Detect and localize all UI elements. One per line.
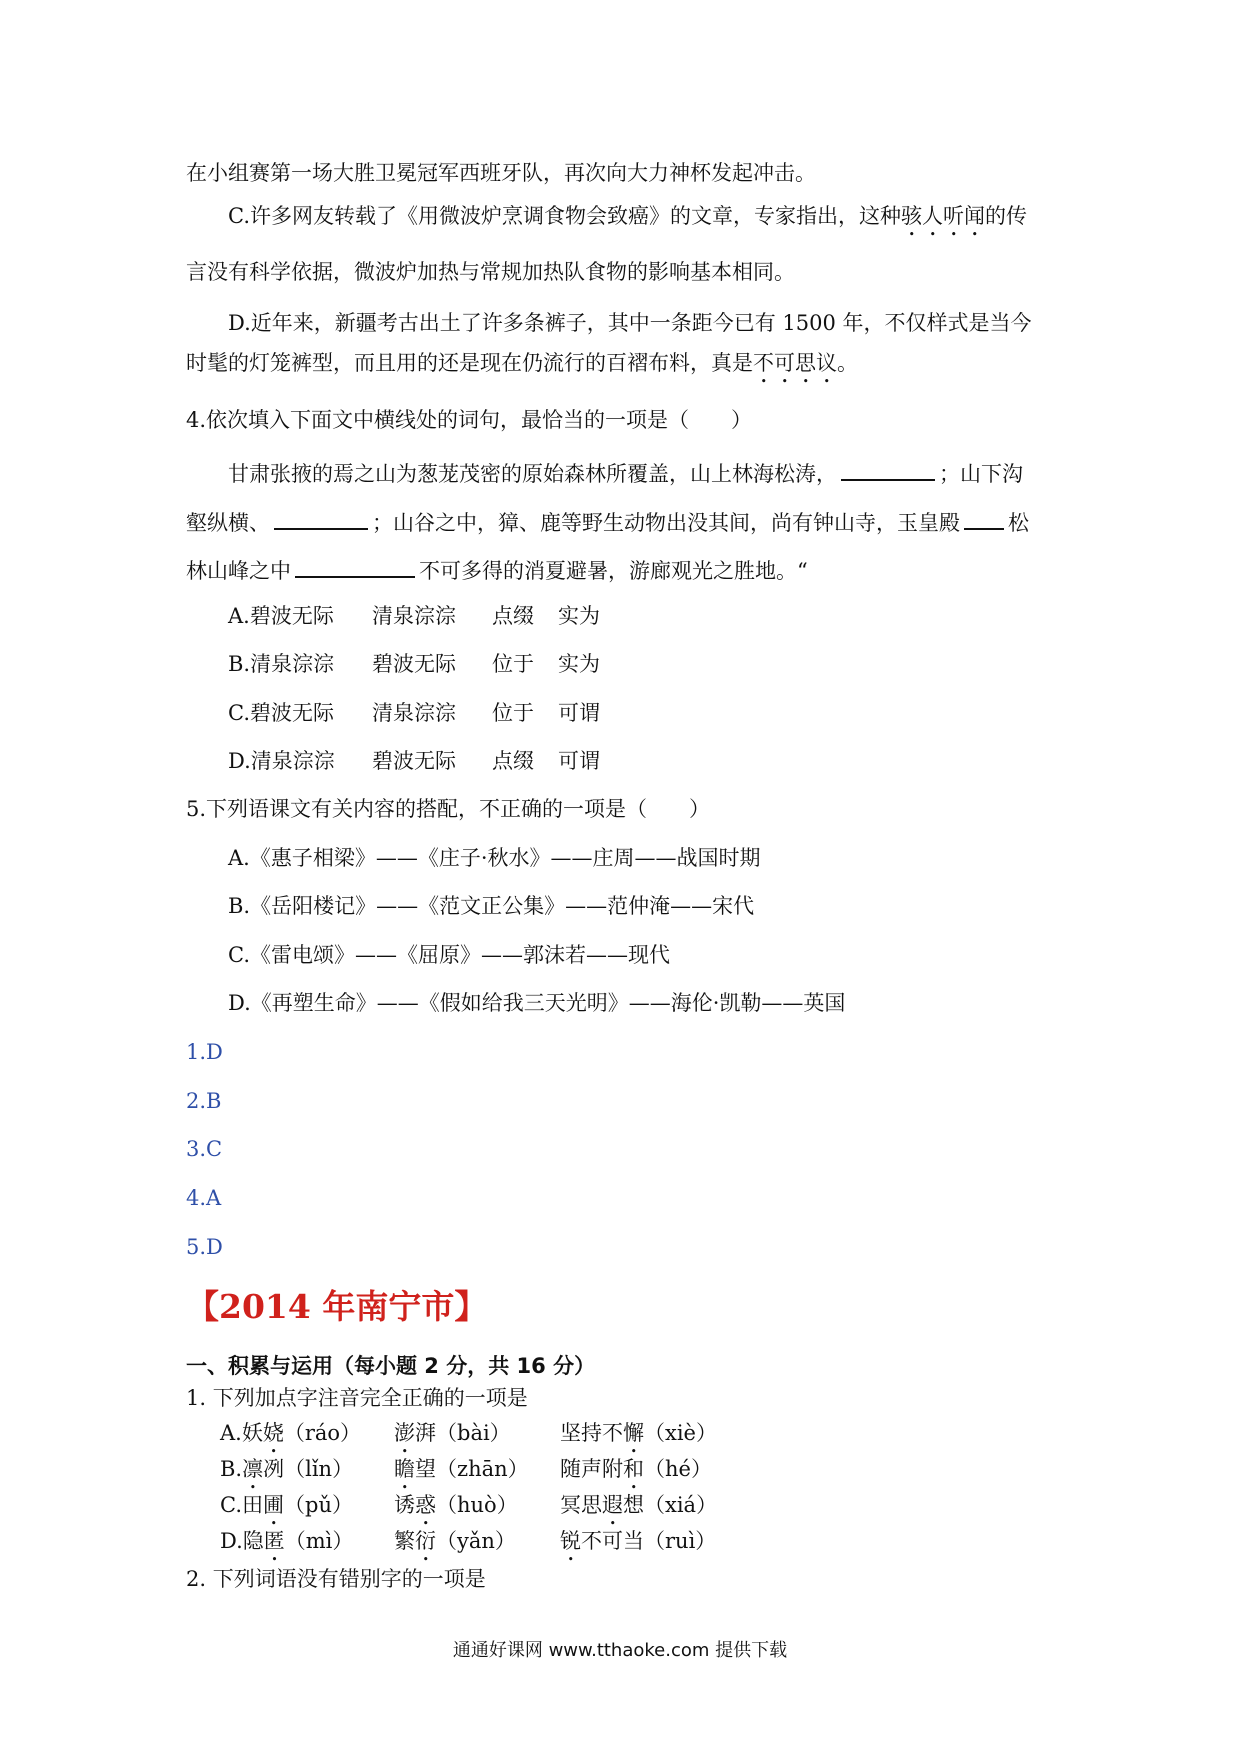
text-span: 冽（lǐn） <box>263 1457 354 1481</box>
dotted-char: 锐 <box>560 1529 581 1553</box>
dotted-char: 瞻 <box>394 1457 415 1481</box>
new-question-1-option-a <box>220 1418 780 1448</box>
text-span: 随声附 <box>560 1457 623 1481</box>
section-heading: 【2014 年南宁市】 <box>186 1287 488 1326</box>
text-span: C.许多网友转载了《用微波炉烹调食物会致癌》的文章，专家指出，这种 <box>228 204 901 228</box>
text-span: 冥思 <box>560 1493 602 1517</box>
option-c-line <box>228 201 1027 241</box>
question-4-passage <box>186 552 808 586</box>
text-span: 坚持不 <box>560 1421 623 1445</box>
question-5-option-d: D.《再塑生命》——《假如给我三天光明》——海伦·凯勒——英国 <box>228 991 846 1015</box>
text-span: 湃 <box>415 1421 436 1445</box>
option-d-line: D.近年来，新疆考古出土了许多条裤子，其中一条距今已有 1500 年，不仅样式是当今 <box>228 311 1032 335</box>
dotted-char: 衍 <box>415 1529 436 1553</box>
option-col: A.碧波无际 <box>228 604 334 628</box>
text-line: 言没有科学依据，微波炉加热与常规加热队食物的影响基本相同。 <box>186 260 795 284</box>
question-5-option-a: A.《惠子相梁》——《庄子·秋水》——庄周——战国时期 <box>228 846 761 870</box>
option-col: 可谓 <box>558 749 600 773</box>
option-col: 碧波无际 <box>372 749 456 773</box>
text-span: （yǎn） <box>436 1529 516 1553</box>
text-span: 望（zhān） <box>415 1457 529 1481</box>
text-span: 时髦的灯笼裤型，而且用的还是现在仍流行的百褶布料，真是 <box>186 351 753 375</box>
option-col: 清泉淙淙 <box>372 604 456 628</box>
option-col: 实为 <box>558 652 600 676</box>
option-col: 点缀 <box>492 749 534 773</box>
fill-blank <box>295 552 415 578</box>
new-question-1-option-d <box>220 1526 780 1556</box>
option-col: 清泉淙淙 <box>372 701 456 725</box>
dotted-word: 不可思议 <box>753 351 837 375</box>
section-title: 一、积累与运用（每小题 2 分，共 16 分） <box>186 1354 596 1378</box>
question-4-passage <box>228 455 1023 489</box>
text-span: B. <box>220 1457 243 1481</box>
option-col: B.清泉淙淙 <box>228 652 335 676</box>
text-span: （xiè） <box>644 1421 717 1445</box>
dotted-char: 匿 <box>263 1529 285 1553</box>
text-span: 不可多得的消夏避暑，游廊观光之胜地。“ <box>419 559 808 583</box>
text-span: （hé） <box>644 1457 712 1481</box>
new-question-2-stem: 2. 下列词语没有错别字的一项是 <box>186 1567 486 1591</box>
question-5-stem: 5.下列语课文有关内容的搭配，不正确的一项是（ ） <box>186 797 711 821</box>
text-span: 繁 <box>394 1529 415 1553</box>
answer-2: 2.B <box>186 1089 222 1113</box>
text-span: 的传 <box>985 204 1027 228</box>
new-question-1-stem: 1. 下列加点字注音完全正确的一项是 <box>186 1386 528 1410</box>
dotted-char: 娆 <box>262 1421 284 1445</box>
answer-1: 1.D <box>186 1040 223 1064</box>
text-span: 。 <box>837 351 858 375</box>
dotted-char: 凛 <box>242 1457 264 1481</box>
text-span: 林山峰之中 <box>186 559 291 583</box>
text-span: 松 <box>1008 511 1029 535</box>
question-5-option-b: B.《岳阳楼记》——《范文正公集》——范仲淹——宋代 <box>228 894 755 918</box>
option-col: C.碧波无际 <box>228 701 334 725</box>
text-span: ；山下沟 <box>939 462 1023 486</box>
fill-blank <box>841 455 935 481</box>
option-col: 可谓 <box>558 701 600 725</box>
footer-credit: 通通好课网 www.tthaoke.com 提供下载 <box>452 1640 788 1661</box>
text-line: 在小组赛第一场大胜卫冕冠军西班牙队，再次向大力神杯发起冲击。 <box>186 161 816 185</box>
question-4-stem: 4.依次填入下面文中横线处的词句，最恰当的一项是（ ） <box>186 408 753 432</box>
text-span: D.隐 <box>220 1529 264 1553</box>
text-line <box>186 348 858 388</box>
text-span: C.田 <box>220 1493 263 1517</box>
option-col: 碧波无际 <box>372 652 456 676</box>
dotted-char: 懈 <box>623 1421 644 1445</box>
text-span: （mì） <box>284 1529 354 1553</box>
option-col: 位于 <box>492 652 534 676</box>
text-span: 诱 <box>394 1493 415 1517</box>
text-span: （bài） <box>436 1421 511 1445</box>
new-question-1-option-b <box>220 1454 780 1484</box>
option-col: 实为 <box>558 604 600 628</box>
dotted-char: 圃 <box>263 1493 284 1517</box>
dotted-char: 惑 <box>415 1493 436 1517</box>
option-col: 位于 <box>492 701 534 725</box>
option-col: 点缀 <box>492 604 534 628</box>
text-span: 不可当（ruì） <box>581 1529 717 1553</box>
text-span: （ráo） <box>283 1421 362 1445</box>
text-span: 甘肃张掖的焉之山为葱茏茂密的原始森林所覆盖，山上林海松涛， <box>228 462 837 486</box>
answer-5: 5.D <box>186 1235 223 1259</box>
fill-blank <box>964 504 1004 530</box>
text-span: 壑纵横、 <box>186 511 270 535</box>
dotted-char: 遐 <box>602 1493 623 1517</box>
fill-blank <box>274 504 368 530</box>
answer-3: 3.C <box>186 1137 223 1161</box>
dotted-word: 骇人听闻 <box>901 204 985 228</box>
text-span: 想（xiá） <box>623 1493 718 1517</box>
text-span: （huò） <box>436 1493 518 1517</box>
question-4-passage <box>186 504 1029 538</box>
new-question-1-option-c <box>220 1490 780 1520</box>
answer-4: 4.A <box>186 1186 222 1210</box>
dotted-char: 和 <box>623 1457 644 1481</box>
option-col: D.清泉淙淙 <box>228 749 335 773</box>
text-span: A.妖 <box>220 1421 263 1445</box>
text-span: （pǔ） <box>284 1493 353 1517</box>
question-5-option-c: C.《雷电颂》——《屈原》——郭沫若——现代 <box>228 943 670 967</box>
text-span: ；山谷之中，獐、鹿等野生动物出没其间，尚有钟山寺，玉皇殿 <box>372 511 960 535</box>
dotted-char: 澎 <box>394 1421 415 1445</box>
